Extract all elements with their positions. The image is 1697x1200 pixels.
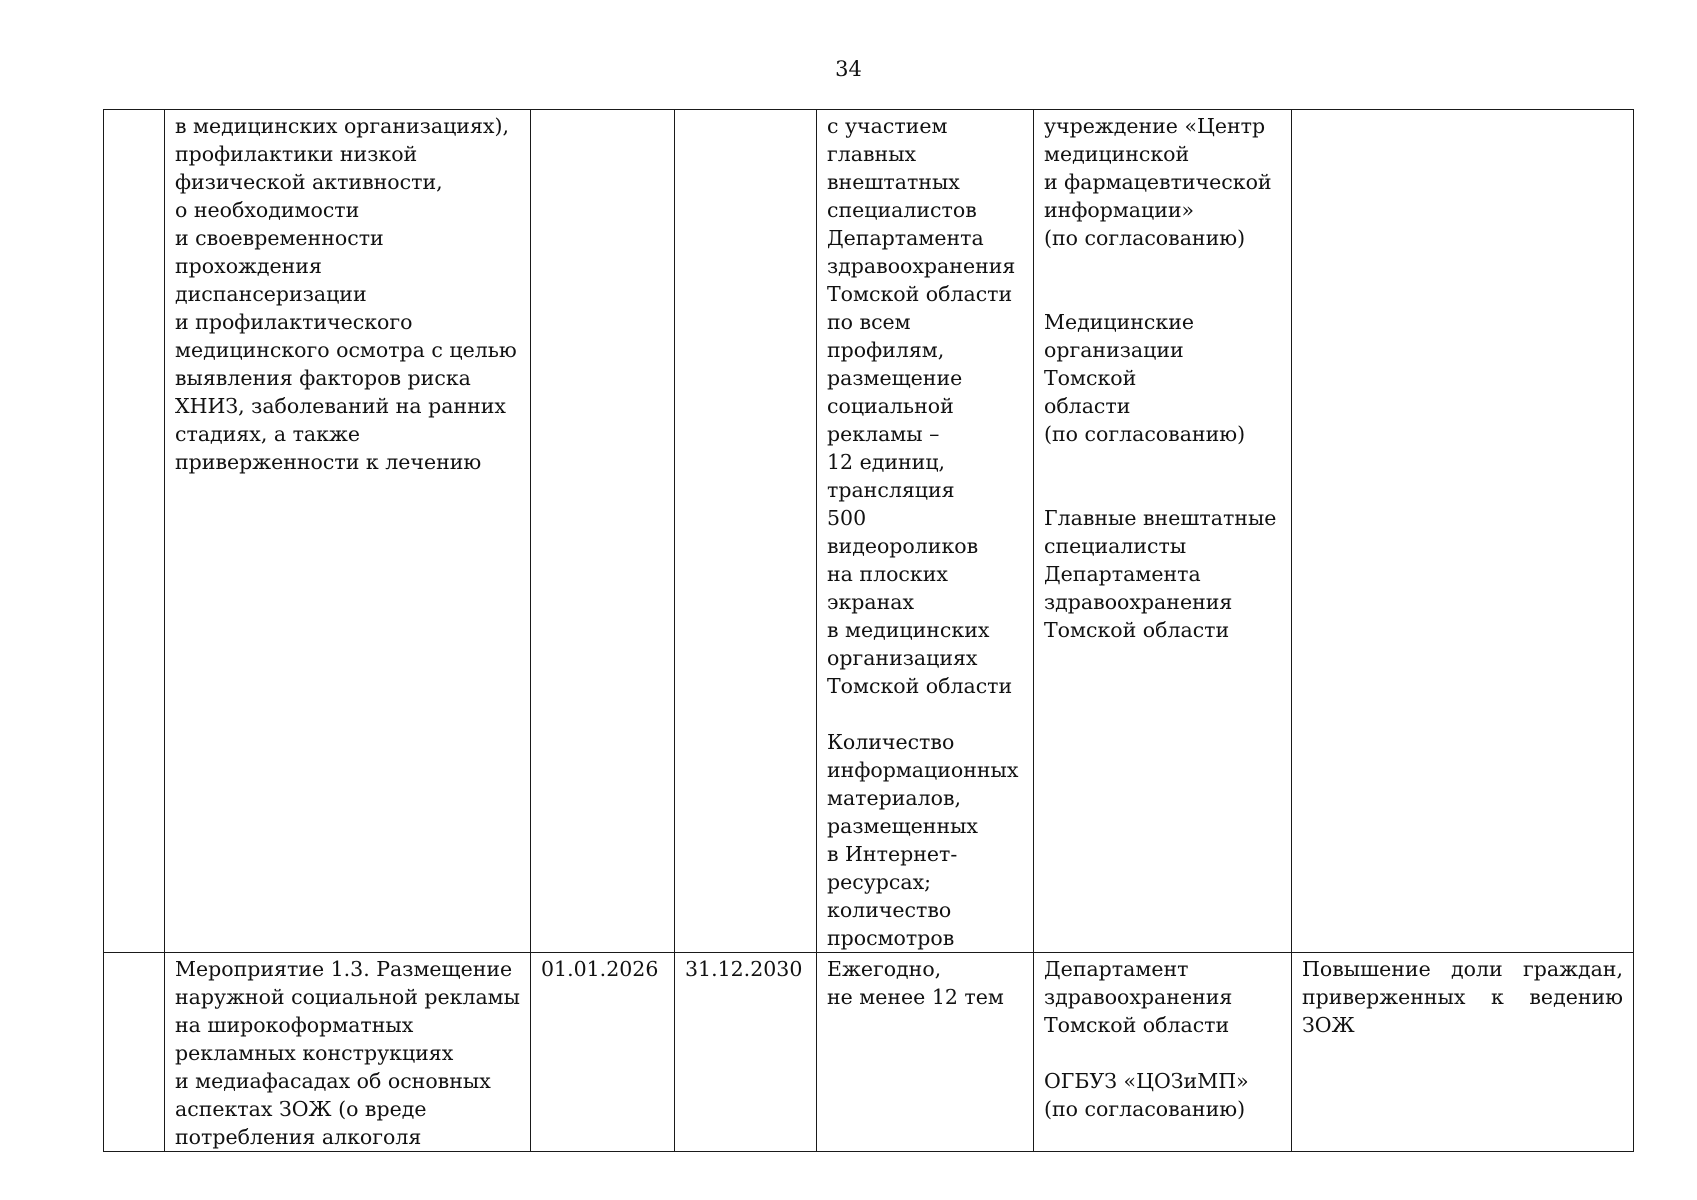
cell-result	[1292, 110, 1634, 953]
cell-responsible: учреждение «Центр медицинской и фармацевтической информации» (по согласованию) Медицинские организации Томской области (по согласованию) Главные внештатные специалисты Департамента здравоохранения Томской области	[1034, 110, 1292, 953]
cell-start-date	[531, 110, 675, 953]
cell-responsible: Департамент здравоохранения Томской области ОГБУЗ «ЦОЗиМП» (по согласованию)	[1034, 953, 1292, 1152]
cell-number	[104, 110, 165, 953]
measures-table	[103, 109, 1634, 1152]
result-line: Повышение доли граждан,	[1302, 957, 1623, 981]
table-row	[104, 953, 1634, 1152]
result-line: приверженных к ведению	[1302, 985, 1623, 1009]
cell-start-date: 01.01.2026	[531, 953, 675, 1152]
cell-event: в медицинских организациях), профилактики низкой физической активности, о необходимости и своевременности прохождения диспансеризации и профилактического медицинского осмотра с целью выявления факторов риска ХНИЗ, заболеваний на ранних стадиях, а также приверженности к лечению	[165, 110, 531, 953]
page-number: 34	[835, 57, 862, 81]
cell-number	[104, 953, 165, 1152]
cell-result	[1292, 953, 1634, 1152]
cell-event: Мероприятие 1.3. Размещение наружной социальной рекламы на широкоформатных рекламных конструкциях и медиафасадах об основных аспектах ЗОЖ (о вреде потребления алкоголя	[165, 953, 531, 1152]
result-line: ЗОЖ	[1302, 1013, 1355, 1037]
table-row	[104, 110, 1634, 953]
cell-indicator: с участием главных внештатных специалистов Департамента здравоохранения Томской области по всем профилям, размещение социальной рекламы – 12 единиц, трансляция 500 видеороликов на плоских экранах в медицинских организациях Томской области Количество информационных материалов, размещенных в Интернет- ресурсах; количество просмотров	[817, 110, 1034, 953]
cell-end-date	[675, 110, 817, 953]
cell-indicator: Ежегодно, не менее 12 тем	[817, 953, 1034, 1152]
cell-end-date: 31.12.2030	[675, 953, 817, 1152]
